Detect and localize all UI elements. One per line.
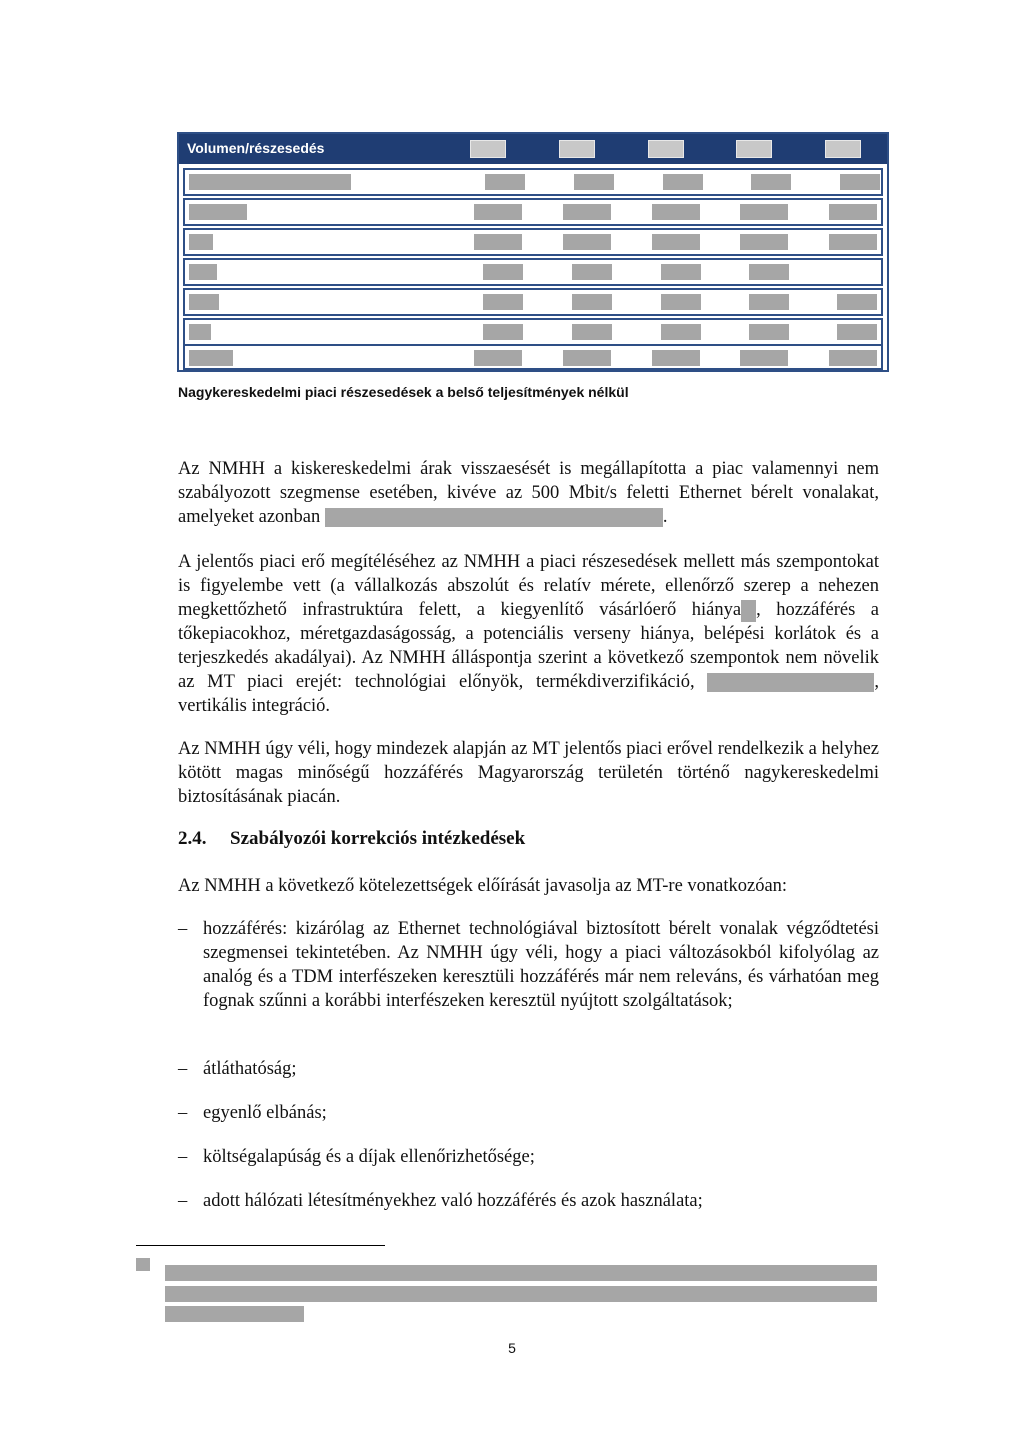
footnote-separator <box>136 1245 385 1246</box>
table-row <box>183 344 883 370</box>
list-item-text: adott hálózati létesítményekhez való hozzáférés és azok használata; <box>203 1191 703 1211</box>
redacted-cell <box>563 234 611 250</box>
redacted-cell <box>483 264 523 280</box>
redacted-cell <box>189 294 219 310</box>
redacted-cell <box>474 234 522 250</box>
paragraph-2 <box>178 550 879 718</box>
page-number: 5 <box>508 1340 516 1356</box>
redacted-cell <box>837 294 877 310</box>
table-row <box>183 228 883 256</box>
redacted-cell <box>189 324 211 340</box>
redacted-cell <box>563 204 611 220</box>
market-share-table <box>177 132 889 372</box>
redacted-cell <box>483 324 523 340</box>
list-dash: – <box>178 1103 188 1123</box>
paragraph-1-text: Az NMHH a kiskereskedelmi árak visszaesését is megállapította a piac valamennyi nem szabályozott szegmense esetében, kivéve az 500 Mbit/s feletti Ethernet bérelt vonalakat, amelyeket azonban <box>178 459 879 527</box>
redacted-cell <box>740 234 788 250</box>
redacted-cell <box>189 234 213 250</box>
redacted-cell <box>563 350 611 366</box>
redacted-footnote-line <box>165 1265 877 1281</box>
redacted-cell <box>474 204 522 220</box>
list-dash: – <box>178 1191 188 1211</box>
redacted-cell <box>749 294 789 310</box>
paragraph-3: Az NMHH úgy véli, hogy mindezek alapján az MT jelentős piaci erővel rendelkezik a helyhez kötött magas minőségű hozzáférés Magyarország területén történő nagykereskedelmi biztosításának piacán. <box>178 739 879 807</box>
table-header-row <box>179 134 887 164</box>
redacted-cell <box>829 204 877 220</box>
list-item-text: költségalapúság és a díjak ellenőrizhetősége; <box>203 1147 535 1167</box>
redacted-cell <box>574 174 614 190</box>
redacted-cell <box>840 174 880 190</box>
redacted-cell <box>189 350 233 366</box>
list-item <box>178 1189 879 1213</box>
paragraph-2-part-a: A jelentős piaci erő megítéléséhez az NMHH a piaci részesedések mellett más szempontokat is figyelembe vett (a vállalkozás abszolút és relatív mérete, ellenőrző szerep a nehezen megkettőzhető infrastruktúra felett, a kiegyenlítő vásárlóerő hiánya <box>178 552 879 620</box>
redacted-cell <box>189 174 351 190</box>
paragraph-2-part-c: , vertikális integráció. <box>178 672 880 716</box>
redacted-footnote-line <box>165 1286 877 1302</box>
list-dash: – <box>178 1059 188 1079</box>
list-item <box>178 917 879 1013</box>
list-item-text: hozzáférés: kizárólag az Ethernet technológiával biztosított bérelt vonalak végződtetési szegmensei tekintetében. Az NMHH úgy véli, hogy a piaci változásokból kifolyólag az analóg és a TDM interfészeken keresztüli hozzáférés már nem releváns, és várhatóan meg fognak szűnni a korábbi interfészeken keresztül nyújtott szolgáltatások; <box>203 919 879 1011</box>
redacted-cell <box>751 174 791 190</box>
redacted-footnote-marker <box>136 1258 150 1271</box>
paragraph-2-part-b: , hozzáférés a tőkepiacokhoz, méretgazdaságosság, a potenciális verseny hiánya, belépési korlátok és a terjeszkedés akadályai). Az NMHH álláspontja szerint a következő szempontok nem növelik az MT piaci erejét: technológiai előnyök, termékdiverzifikáció, <box>178 600 879 692</box>
redacted-cell <box>483 294 523 310</box>
section-title: Szabályozói korrekciós intézkedések <box>230 828 526 849</box>
redacted-cell <box>661 324 701 340</box>
redacted-cell <box>749 264 789 280</box>
redacted-cell <box>652 234 700 250</box>
list-item-text: egyenlő elbánás; <box>203 1103 327 1123</box>
redacted-cell <box>749 324 789 340</box>
redacted-cell <box>474 350 522 366</box>
redacted-header-cell <box>559 140 595 158</box>
table-caption: Nagykereskedelmi piaci részesedések a belső teljesítmények nélkül <box>178 384 629 400</box>
section-heading <box>178 828 525 850</box>
redacted-cell <box>652 204 700 220</box>
list-dash: – <box>178 1147 188 1167</box>
redacted-cell <box>740 350 788 366</box>
redacted-header-cell <box>825 140 861 158</box>
redacted-header-cell <box>470 140 506 158</box>
redacted-header-cell <box>736 140 772 158</box>
redacted-cell <box>189 204 247 220</box>
redacted-cell <box>829 350 877 366</box>
table-row <box>183 258 883 286</box>
redacted-cell <box>661 294 701 310</box>
redacted-cell <box>572 324 612 340</box>
redacted-cell <box>485 174 525 190</box>
redacted-cell <box>661 264 701 280</box>
redacted-footnote-line <box>165 1306 304 1322</box>
redacted-text <box>707 673 874 692</box>
paragraph-1 <box>178 457 879 529</box>
list-item <box>178 1101 879 1125</box>
redacted-cell <box>189 264 217 280</box>
table-row <box>183 198 883 226</box>
table-header-label: Volumen/részesedés <box>187 140 325 156</box>
redacted-cell <box>829 234 877 250</box>
redacted-cell <box>572 264 612 280</box>
redacted-cell <box>652 350 700 366</box>
redacted-text <box>325 508 663 527</box>
redacted-text <box>741 600 756 622</box>
list-item-text: átláthatóság; <box>203 1059 297 1079</box>
table-row <box>183 168 883 196</box>
paragraph-1-end: . <box>662 507 668 527</box>
redacted-header-cell <box>648 140 684 158</box>
redacted-cell <box>740 204 788 220</box>
redacted-cell <box>572 294 612 310</box>
list-item <box>178 1057 879 1081</box>
section-number: 2.4. <box>178 828 207 849</box>
redacted-cell <box>837 324 877 340</box>
intro-paragraph: Az NMHH a következő kötelezettségek előírását javasolja az MT-re vonatkozóan: <box>178 876 788 896</box>
list-dash: – <box>178 919 188 939</box>
list-item <box>178 1145 879 1169</box>
table-row <box>183 318 883 346</box>
table-row <box>183 288 883 316</box>
redacted-cell <box>663 174 703 190</box>
